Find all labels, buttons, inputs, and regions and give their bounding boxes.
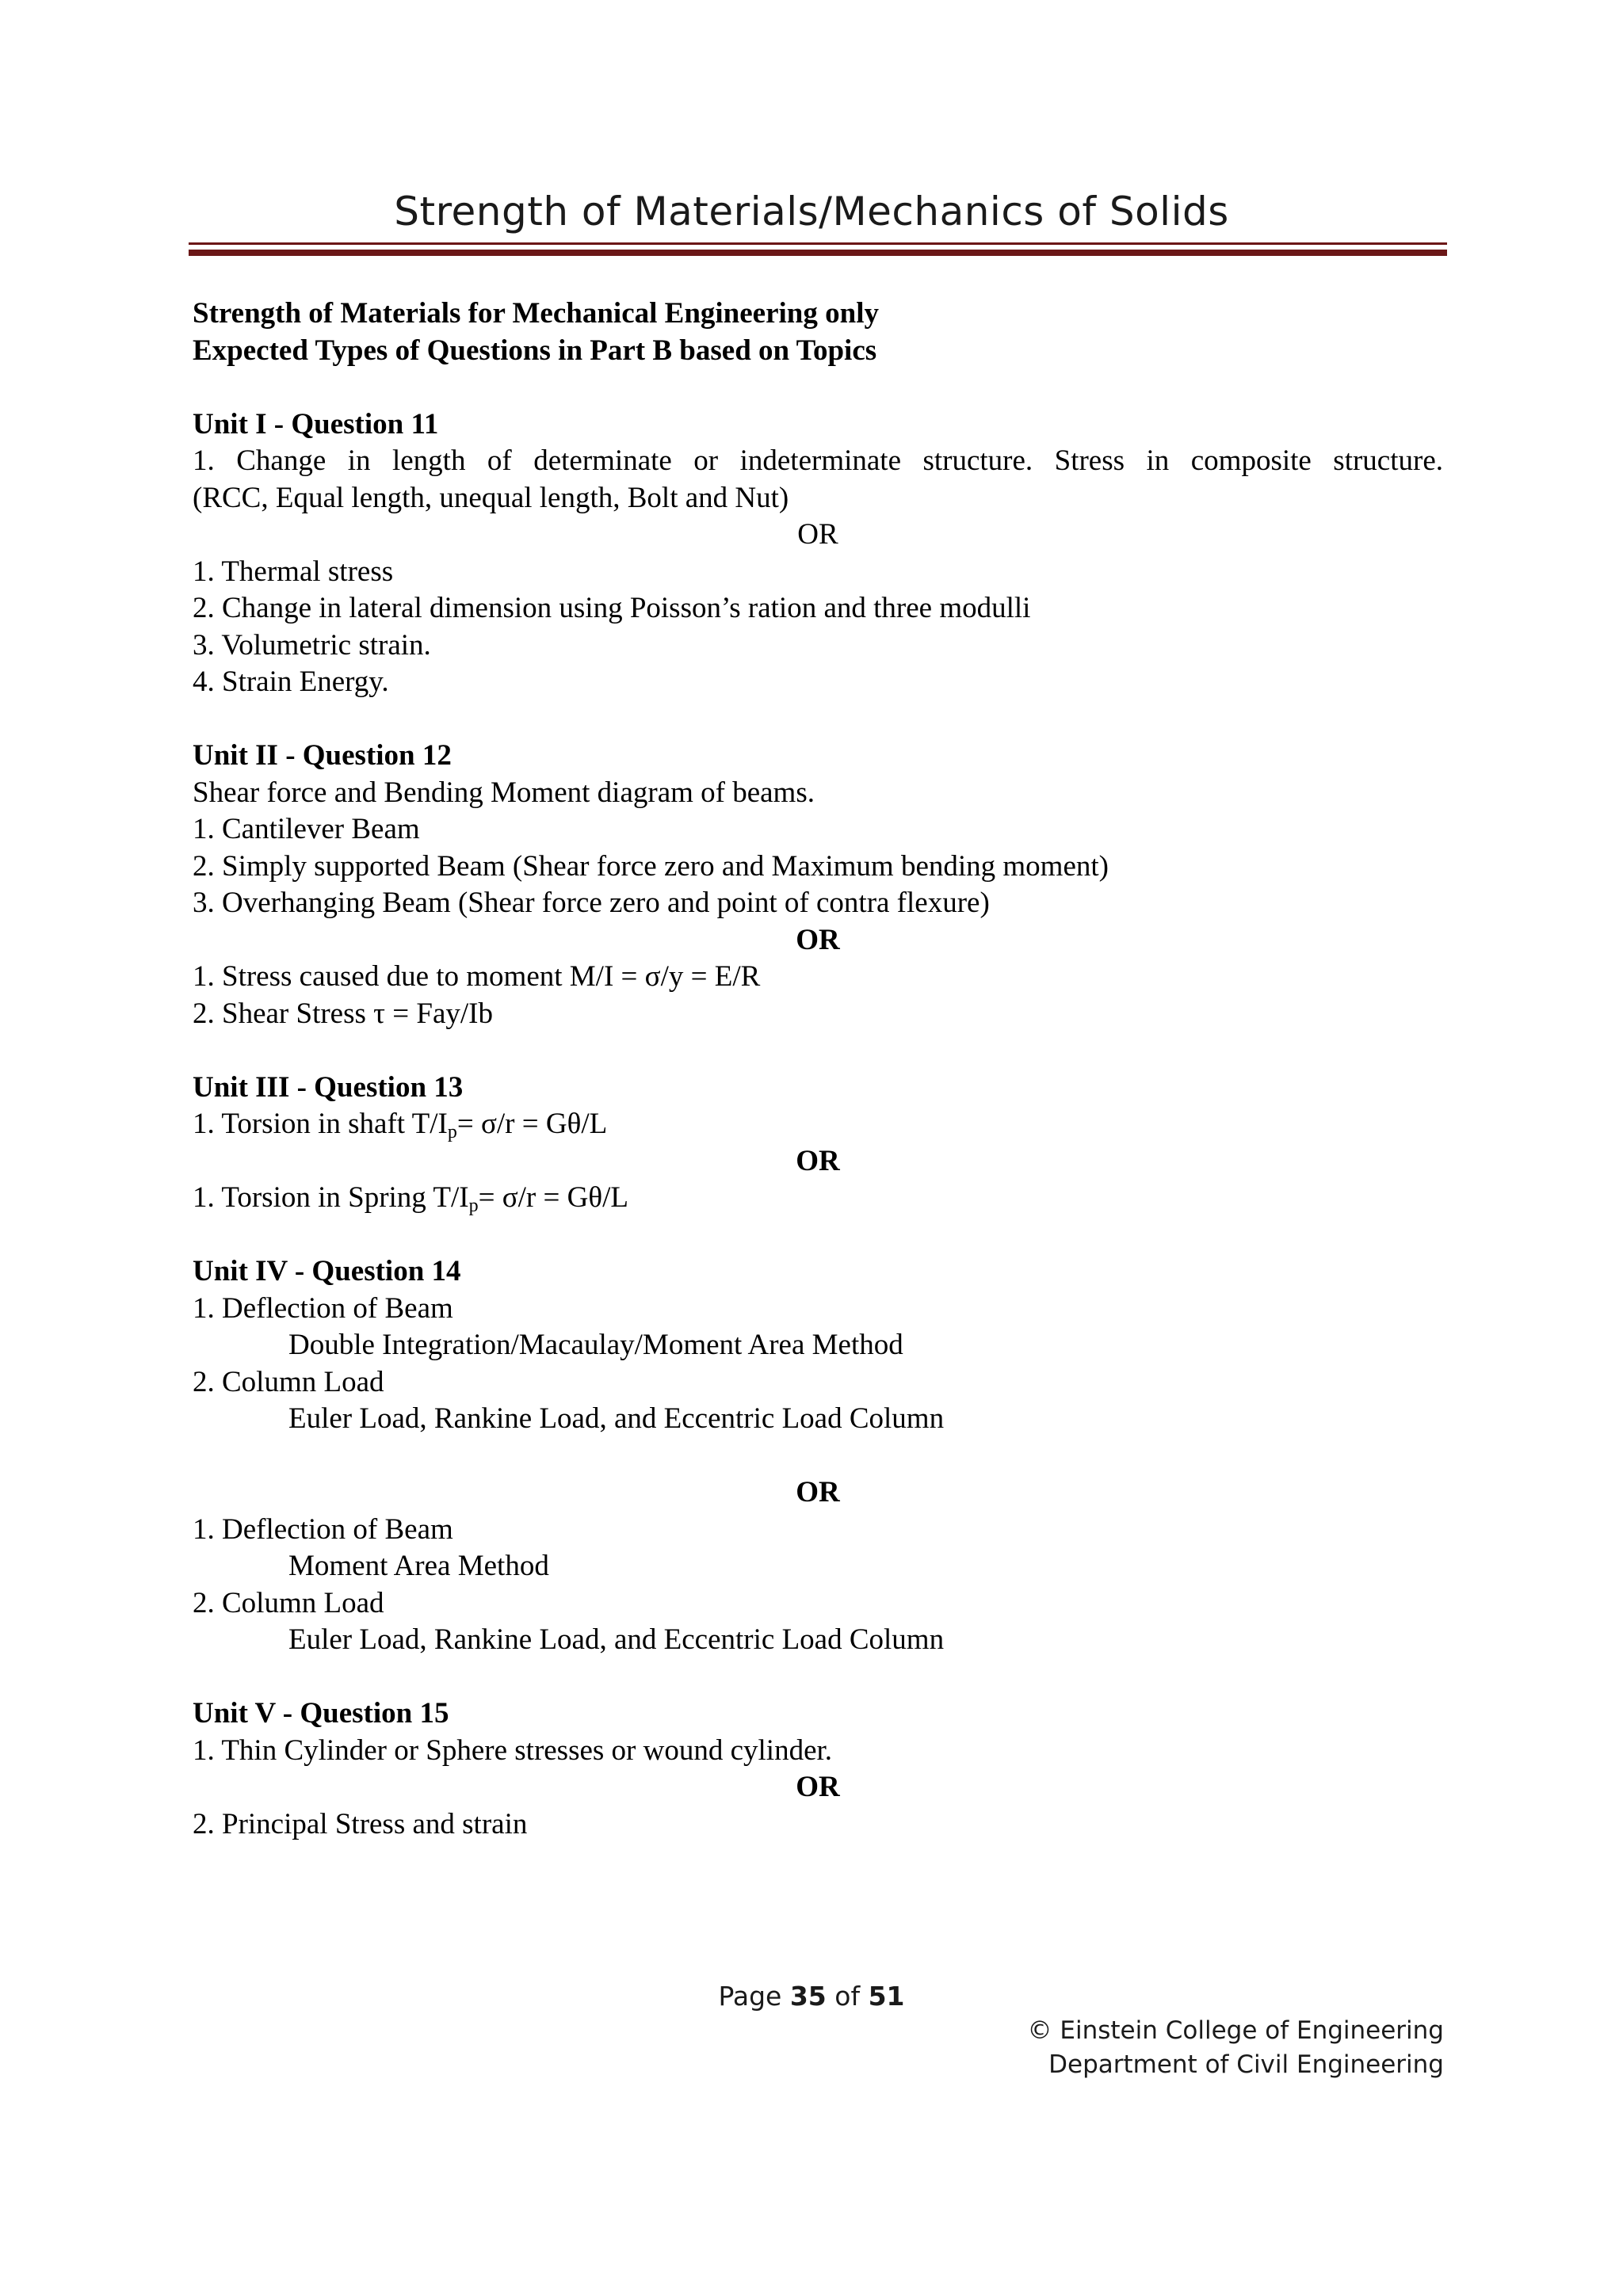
document-body (193, 296, 1443, 1843)
header-rule-thin (189, 242, 1447, 245)
page-number (0, 1981, 1623, 2012)
unit-2-intro: Shear force and Bending Moment diagram of beams. (193, 776, 815, 809)
unit-3-or: OR (796, 1144, 840, 1177)
page-of: of (834, 1981, 861, 2012)
intro-line-2: Expected Types of Questions in Part B based on Topics (193, 334, 877, 367)
page-total: 51 (868, 1981, 905, 2012)
unit-2-item: 2. Shear Stress τ = Fay/Ib (193, 997, 493, 1030)
page-header-title: Strength of Materials/Mechanics of Solids (394, 189, 1229, 235)
unit-4-b1-detail: Moment Area Method (288, 1550, 549, 1582)
unit-4-or: OR (796, 1476, 840, 1508)
footer-department: Department of Civil Engineering (1048, 2050, 1444, 2079)
unit-1-item: 4. Strain Energy. (193, 666, 389, 698)
unit-5-or: OR (796, 1771, 840, 1803)
unit-3-item-1-text: 1. Torsion in shaft T/I (193, 1108, 448, 1140)
unit-1-item: 2. Change in lateral dimension using Poisson’s ration and three modulli (193, 592, 1031, 624)
unit-4-a1: 1. Deflection of Beam (193, 1291, 453, 1325)
unit-3-item-2-formula: = σ/r = Gθ/L (478, 1181, 628, 1214)
unit-1-or: OR (797, 518, 838, 551)
page-label: Page (718, 1981, 782, 2012)
unit-1-item: 1. Thermal stress (193, 555, 394, 588)
unit-1-heading: Unit I - Question 11 (193, 407, 439, 441)
footer-credits (1028, 2014, 1444, 2082)
unit-4-b2-detail: Euler Load, Rankine Load, and Eccentric Load Column (288, 1623, 945, 1656)
unit-2-item: 1. Cantilever Beam (193, 813, 420, 845)
unit-1-item-1-line-1: 1. Change in length of determinate or indeterminate structure. Stress in composite structure. (193, 444, 1443, 477)
unit-3-item-2-subscript: p (468, 1196, 479, 1216)
unit-4-a2-detail: Euler Load, Rankine Load, and Eccentric Load Column (288, 1402, 945, 1435)
header-rule-thick (189, 250, 1447, 256)
unit-3-item-2-text: 1. Torsion in Spring T/I (193, 1181, 469, 1214)
unit-4-a1-detail: Double Integration/Macaulay/Moment Area Method (288, 1329, 903, 1361)
unit-3-heading: Unit III - Question 13 (193, 1070, 464, 1104)
unit-3-item-1-formula: = σ/r = Gθ/L (456, 1108, 608, 1140)
unit-3-item-2 (193, 1180, 1443, 1217)
unit-4-heading: Unit IV - Question 14 (193, 1255, 461, 1287)
unit-1-item: 3. Volumetric strain. (193, 628, 431, 662)
unit-4-b1: 1. Deflection of Beam (193, 1512, 453, 1546)
unit-5-heading: Unit V - Question 15 (193, 1697, 449, 1730)
unit-5-item-2: 2. Principal Stress and strain (193, 1807, 528, 1840)
unit-2-or: OR (796, 923, 840, 956)
unit-1-item-1-line-2: (RCC, Equal length, unequal length, Bolt and Nut) (193, 481, 789, 514)
page-current: 35 (789, 1981, 827, 2012)
footer-copyright: © Einstein College of Engineering (1027, 2016, 1444, 2045)
unit-4-a2: 2. Column Load (193, 1365, 384, 1398)
unit-2-heading: Unit II - Question 12 (193, 739, 452, 772)
unit-2-item: 1. Stress caused due to moment M/I = σ/y = E/R (193, 960, 761, 993)
unit-3-item-1-subscript: p (447, 1122, 457, 1142)
unit-3-item-1 (193, 1106, 1443, 1143)
unit-5-item-1: 1. Thin Cylinder or Sphere stresses or wound cylinder. (193, 1733, 833, 1767)
unit-4-b2: 2. Column Load (193, 1586, 384, 1619)
unit-2-item: 3. Overhanging Beam (Shear force zero and point of contra flexure) (193, 887, 990, 919)
intro-line-1: Strength of Materials for Mechanical Engineering only (193, 297, 879, 330)
unit-2-item: 2. Simply supported Beam (Shear force zero and Maximum bending moment) (193, 849, 1109, 883)
